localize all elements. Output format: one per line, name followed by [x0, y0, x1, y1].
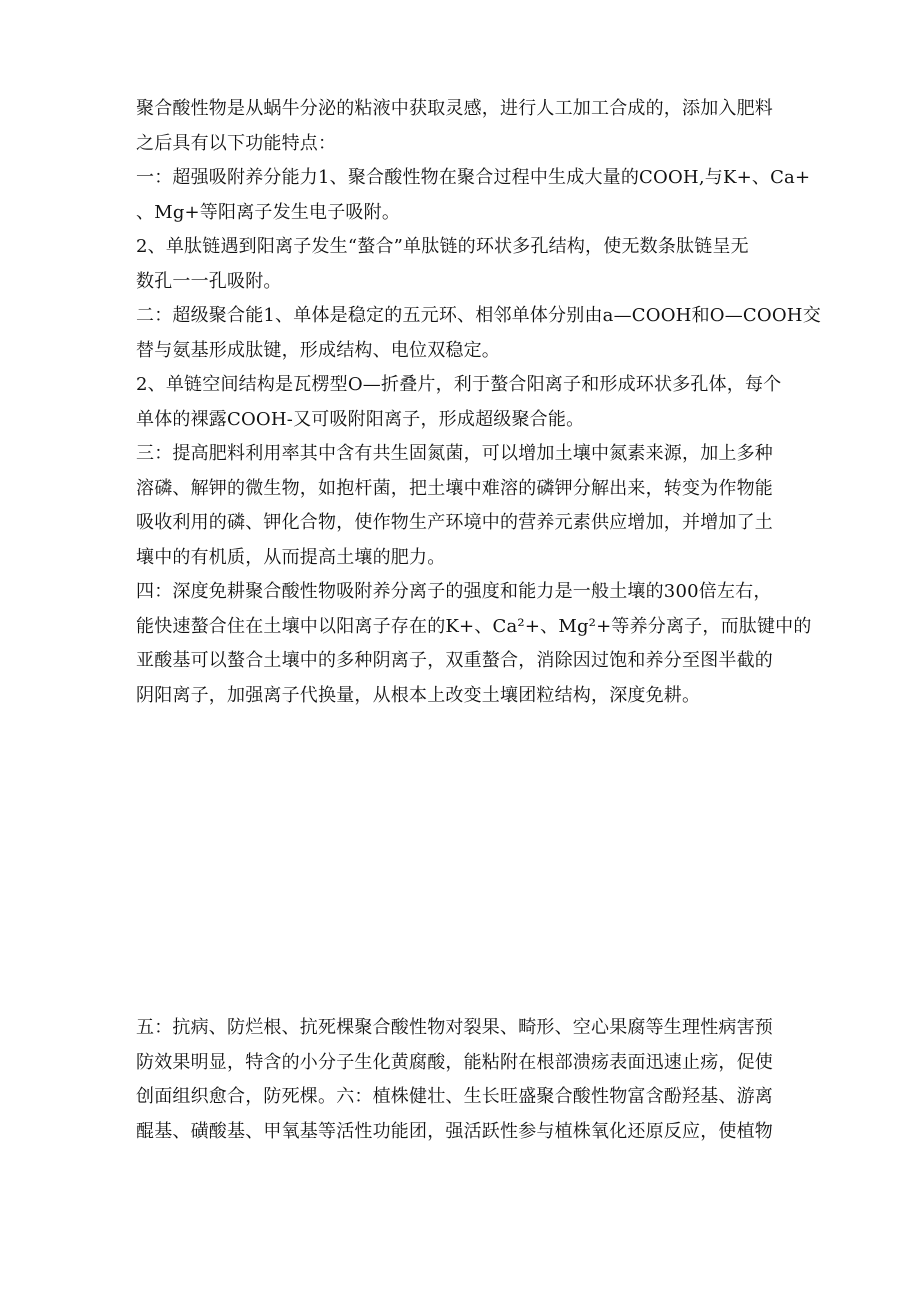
text-line: 五：抗病、防烂根、抗死棵聚合酸性物对裂果、畸形、空心果腐等生理性病害预	[136, 1017, 773, 1038]
text-line: 数孔一一孔吸附。	[136, 270, 282, 292]
text-line: 替与氨基形成肽键，形成结构、电位双稳定。	[136, 339, 500, 361]
text-line: 2、单链空间结构是瓦楞型O—折叠片，利于螯合阳离子和形成环状多孔体，每个	[136, 374, 782, 395]
text-line: 醌基、磺酸基、甲氧基等活性功能团，强活跃性参与植株氧化还原反应，使植物	[136, 1120, 773, 1142]
text-line: 2、单肽链遇到阳离子发生“螯合”单肽链的环状多孔结构，使无数条肽链呈无	[136, 236, 749, 257]
text-line: 一：超强吸附养分能力1、聚合酸性物在聚合过程中生成大量的COOH,与K+、Ca+	[136, 167, 811, 188]
text-line: 聚合酸性物是从蜗牛分泌的粘液中获取灵感，进行人工加工合成的，添加入肥料	[136, 98, 773, 119]
text-line: 能快速螯合住在土壤中以阳离子存在的K+、Ca²+、Mg²+等养分离子，而肽键中的	[136, 615, 812, 637]
text-block-top	[136, 92, 821, 713]
text-line: 亚酸基可以螯合土壤中的多种阴离子，双重螯合，消除因过饱和养分至图半截的	[136, 650, 773, 671]
text-line: 四：深度免耕聚合酸性物吸附养分离子的强度和能力是一般土壤的300倍左右，	[136, 581, 772, 602]
text-line: 阴阳离子，加强离子代换量，从根本上改变土壤团粒结构，深度免耕。	[136, 684, 701, 706]
text-line: 之后具有以下功能特点：	[136, 132, 337, 154]
text-line: 溶磷、解钾的微生物，如抱杆菌，把土壤中难溶的磷钾分解出来，转变为作物能	[136, 477, 773, 499]
text-line: 单体的裸露COOH-又可吸附阳离子，形成超级聚合能。	[136, 408, 585, 430]
text-line: 创面组织愈合，防死棵。六：植株健壮、生长旺盛聚合酸性物富含酚羟基、游离	[136, 1086, 773, 1107]
text-line: 三：提高肥料利用率其中含有共生固氮菌，可以增加土壤中氮素来源，加上多种	[136, 443, 773, 464]
text-line: 二：超级聚合能1、单体是稳定的五元环、相邻单体分别由a—COOH和O—COOH交	[136, 305, 821, 326]
text-block-bottom	[136, 1011, 788, 1149]
text-line: 、Mg+等阳离子发生电子吸附。	[136, 201, 401, 223]
text-line: 吸收利用的磷、钾化合物，使作物生产环境中的营养元素供应增加，并增加了土	[136, 512, 773, 533]
text-line: 防效果明显，特含的小分子生化黄腐酸，能粘附在根部溃疡表面迅速止疡，促使	[136, 1051, 773, 1073]
text-line: 壤中的有机质，从而提高土壤的肥力。	[136, 546, 446, 568]
